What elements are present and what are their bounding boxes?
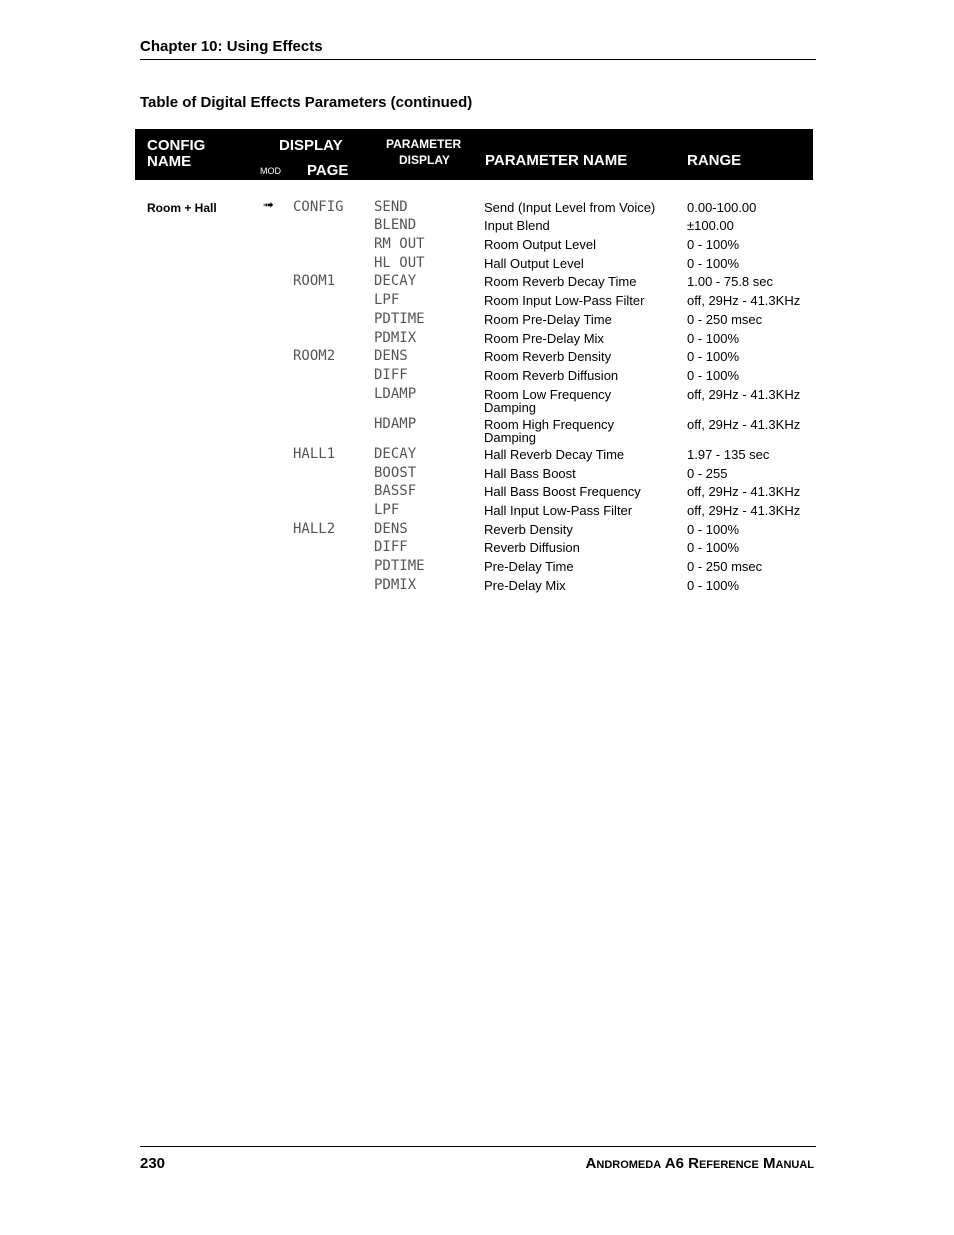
- parameter-range: off, 29Hz - 41.3KHz: [687, 293, 801, 308]
- manual-title: Andromeda A6 Reference Manual: [585, 1155, 814, 1172]
- col-param-display-line2: DISPLAY: [399, 153, 450, 167]
- parameter-name-continued: Damping: [484, 400, 537, 415]
- parameter-display: HL OUT: [374, 255, 425, 271]
- parameter-name: Reverb Density: [484, 522, 573, 537]
- parameter-range: 0 - 100%: [687, 331, 740, 346]
- parameter-name: Room Input Low-Pass Filter: [484, 293, 645, 308]
- page-label: ROOM1: [293, 273, 336, 289]
- col-mod: MOD: [260, 166, 281, 176]
- parameter-name: Room Pre-Delay Time: [484, 312, 612, 327]
- parameter-display: BASSF: [374, 483, 417, 499]
- parameter-name: Hall Output Level: [484, 256, 584, 271]
- parameter-display: BOOST: [374, 465, 417, 481]
- col-param-display-line1: PARAMETER: [386, 137, 462, 151]
- col-config-name-line1: CONFIG: [147, 137, 206, 154]
- parameter-range: 0 - 255: [687, 466, 728, 481]
- page-label: HALL1: [293, 446, 336, 462]
- parameter-display: RM OUT: [374, 236, 425, 252]
- arrow-icon: ➟: [263, 197, 274, 212]
- parameter-range: 0 - 100%: [687, 522, 740, 537]
- page-label: HALL2: [293, 521, 336, 537]
- parameter-display: DECAY: [374, 273, 417, 289]
- config-name: Room + Hall: [147, 201, 217, 215]
- col-range: RANGE: [687, 152, 742, 169]
- parameter-display: DENS: [374, 521, 408, 537]
- parameter-name: Room Pre-Delay Mix: [484, 331, 604, 346]
- parameter-range: 0 - 100%: [687, 256, 740, 271]
- page-number: 230: [140, 1155, 166, 1172]
- parameter-display: PDTIME: [374, 558, 425, 574]
- col-page: PAGE: [307, 162, 349, 179]
- parameter-name: Send (Input Level from Voice): [484, 200, 656, 215]
- parameter-name: Pre-Delay Mix: [484, 578, 566, 593]
- parameter-display: HDAMP: [374, 416, 417, 432]
- parameter-name: Input Blend: [484, 218, 550, 233]
- table-header: [135, 129, 813, 180]
- parameter-range: 0 - 250 msec: [687, 559, 763, 574]
- parameter-range: ±100.00: [687, 218, 734, 233]
- chapter-heading: Chapter 10: Using Effects: [140, 38, 323, 55]
- col-display: DISPLAY: [279, 137, 343, 154]
- parameter-display: DECAY: [374, 446, 417, 462]
- parameter-range: 1.00 - 75.8 sec: [687, 274, 773, 289]
- parameter-display: BLEND: [374, 217, 417, 233]
- col-parameter-name: PARAMETER NAME: [485, 152, 628, 169]
- parameter-range: off, 29Hz - 41.3KHz: [687, 484, 801, 499]
- parameter-range: 0.00-100.00: [687, 200, 757, 215]
- parameter-name: Room Reverb Decay Time: [484, 274, 637, 289]
- parameter-name: Hall Bass Boost Frequency: [484, 484, 641, 499]
- footer-rule: [140, 1146, 816, 1147]
- parameter-display: DIFF: [374, 367, 408, 383]
- header-rule: [140, 59, 816, 60]
- parameter-range: 0 - 250 msec: [687, 312, 763, 327]
- parameter-display: SEND: [374, 199, 408, 215]
- parameter-name: Room Reverb Density: [484, 349, 612, 364]
- parameter-display: PDMIX: [374, 577, 417, 593]
- parameter-name: Room Low Frequency: [484, 387, 612, 402]
- page-label: CONFIG: [293, 199, 344, 215]
- parameter-range: 1.97 - 135 sec: [687, 447, 770, 462]
- parameter-name: Hall Reverb Decay Time: [484, 447, 625, 462]
- parameter-display: LPF: [374, 502, 400, 518]
- table-title: Table of Digital Effects Parameters (continued): [140, 94, 473, 111]
- parameter-display: DIFF: [374, 539, 408, 555]
- parameter-range: 0 - 100%: [687, 349, 740, 364]
- parameter-display: PDTIME: [374, 311, 425, 327]
- parameter-name: Room Reverb Diffusion: [484, 368, 619, 383]
- col-config-name-line2: NAME: [147, 153, 192, 170]
- parameter-name: Room High Frequency: [484, 417, 615, 432]
- parameter-range: 0 - 100%: [687, 578, 740, 593]
- parameter-display: LPF: [374, 292, 400, 308]
- parameter-name: Reverb Diffusion: [484, 540, 580, 555]
- parameter-range: 0 - 100%: [687, 368, 740, 383]
- parameter-range: off, 29Hz - 41.3KHz: [687, 387, 801, 402]
- parameter-name: Hall Bass Boost: [484, 466, 576, 481]
- parameter-range: off, 29Hz - 41.3KHz: [687, 417, 801, 432]
- parameter-range: 0 - 100%: [687, 237, 740, 252]
- parameter-name: Pre-Delay Time: [484, 559, 574, 574]
- parameter-display: PDMIX: [374, 330, 417, 346]
- parameter-name-continued: Damping: [484, 430, 537, 445]
- parameter-range: 0 - 100%: [687, 540, 740, 555]
- parameter-name: Room Output Level: [484, 237, 597, 252]
- parameter-range: off, 29Hz - 41.3KHz: [687, 503, 801, 518]
- parameter-name: Hall Input Low-Pass Filter: [484, 503, 633, 518]
- parameter-display: LDAMP: [374, 386, 417, 402]
- page-label: ROOM2: [293, 348, 336, 364]
- parameter-display: DENS: [374, 348, 408, 364]
